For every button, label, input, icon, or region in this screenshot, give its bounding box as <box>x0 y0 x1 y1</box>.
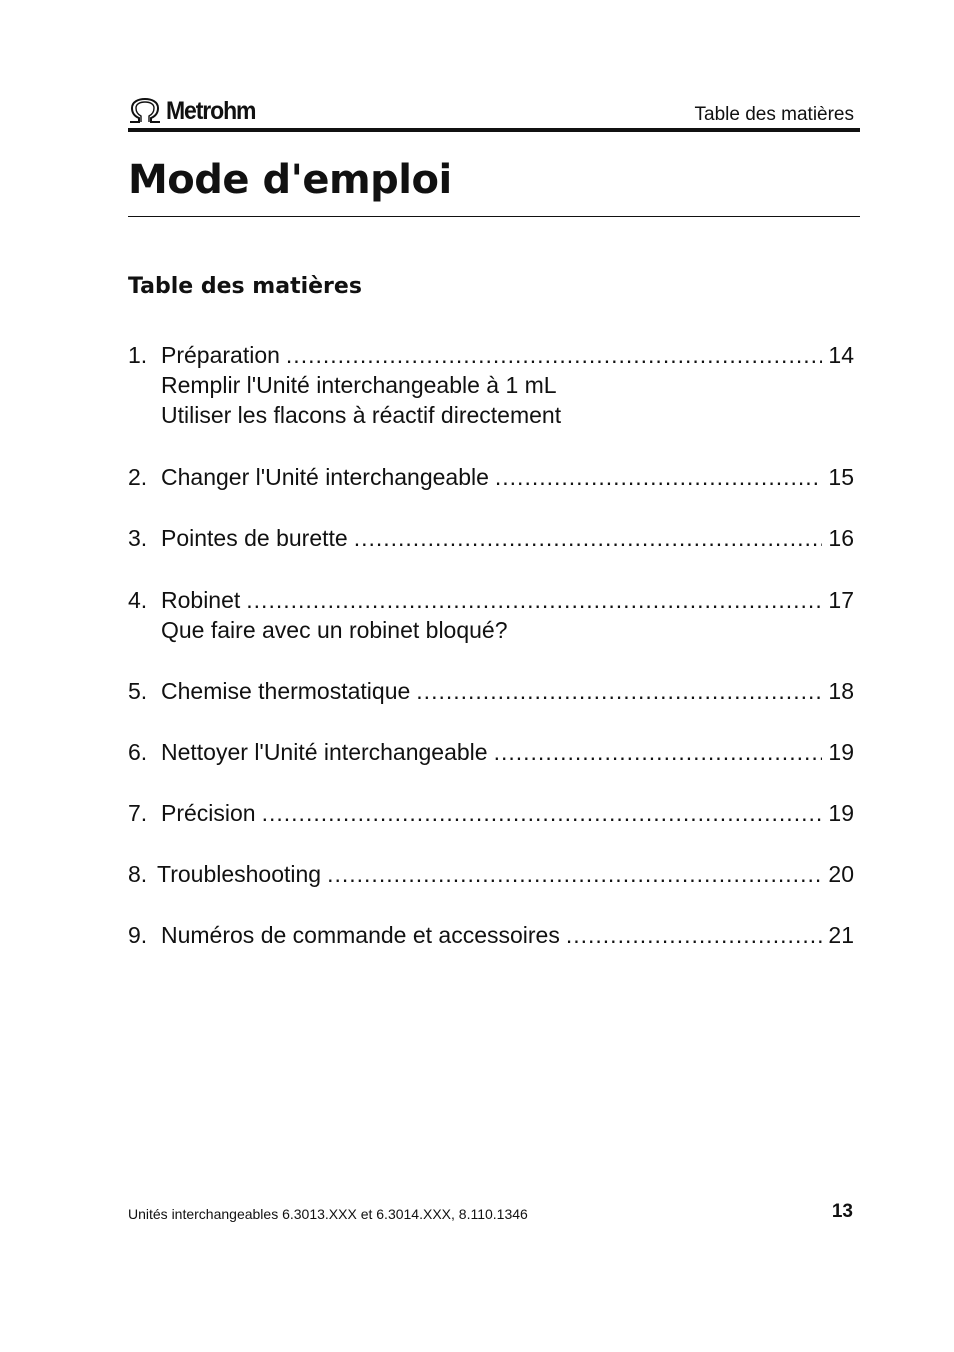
toc-subitem: Que faire avec un robinet bloqué? <box>161 617 508 643</box>
omega-logo-icon <box>128 97 162 125</box>
toc-leader-dots <box>354 523 823 553</box>
toc-label: Nettoyer l'Unité interchangeable <box>161 739 488 765</box>
toc-page-number: 21 <box>828 922 854 948</box>
toc-entry-9[interactable] <box>128 920 854 950</box>
toc-leader-dots <box>566 920 823 950</box>
toc-subitem: Remplir l'Unité interchangeable à 1 mL <box>161 372 557 398</box>
toc-entry-7[interactable] <box>128 798 854 828</box>
toc-number: 2. <box>128 464 148 490</box>
brand-name: Metrohm <box>166 96 256 125</box>
toc-label: Pointes de burette <box>161 525 348 551</box>
toc-entry-5[interactable] <box>128 676 854 706</box>
toc-leader-dots <box>494 737 823 767</box>
toc-leader-dots <box>262 798 823 828</box>
toc-label: Préparation <box>161 342 280 368</box>
footer-page-number: 13 <box>831 1201 853 1222</box>
toc-number: 3. <box>128 525 148 551</box>
toc-page-number: 15 <box>828 464 854 490</box>
toc-label: Chemise thermostatique <box>161 678 411 704</box>
running-head: Table des matières <box>694 104 854 125</box>
toc-page-number: 17 <box>828 587 854 613</box>
toc-page-number: 19 <box>828 739 854 765</box>
header-rule <box>128 128 860 132</box>
toc-number: 5. <box>128 678 148 704</box>
toc-entry-2[interactable] <box>128 462 854 492</box>
toc-label: Précision <box>161 800 256 826</box>
toc-number: 1. <box>128 342 148 368</box>
toc-page-number: 20 <box>828 861 854 887</box>
toc-entry-6[interactable] <box>128 737 854 767</box>
footer-text: Unités interchangeables 6.3013.XXX et 6.3014.XXX, 8.110.1346 <box>128 1206 528 1222</box>
toc-entry-1[interactable] <box>128 340 854 430</box>
brand-logo <box>128 96 263 126</box>
toc-label: Changer l'Unité interchangeable <box>161 464 489 490</box>
toc-label: Robinet <box>161 587 241 613</box>
toc-heading: Table des matières <box>128 274 362 299</box>
toc-leader-dots <box>416 676 822 706</box>
toc-leader-dots <box>246 585 822 615</box>
toc-page-number: 16 <box>828 525 854 551</box>
toc-entry-8[interactable] <box>128 859 854 889</box>
toc-leader-dots <box>286 340 822 370</box>
toc-entry-3[interactable] <box>128 523 854 553</box>
toc-number: 8. <box>128 861 148 887</box>
toc-number: 4. <box>128 587 148 613</box>
toc-label: Troubleshooting <box>157 861 322 887</box>
toc-number: 6. <box>128 739 148 765</box>
toc-subitem: Utiliser les flacons à réactif directement <box>161 402 562 428</box>
toc-leader-dots <box>327 859 822 889</box>
toc-label: Numéros de commande et accessoires <box>161 922 560 948</box>
title-rule <box>128 216 860 217</box>
page-header <box>128 94 860 130</box>
toc-page-number: 14 <box>828 342 854 368</box>
toc-page-number: 19 <box>828 800 854 826</box>
toc-leader-dots <box>495 462 823 492</box>
toc-number: 7. <box>128 800 148 826</box>
toc-number: 9. <box>128 922 148 948</box>
toc-entry-4[interactable] <box>128 585 854 645</box>
toc-page-number: 18 <box>828 678 854 704</box>
page-title: Mode d'emploi <box>128 157 452 203</box>
